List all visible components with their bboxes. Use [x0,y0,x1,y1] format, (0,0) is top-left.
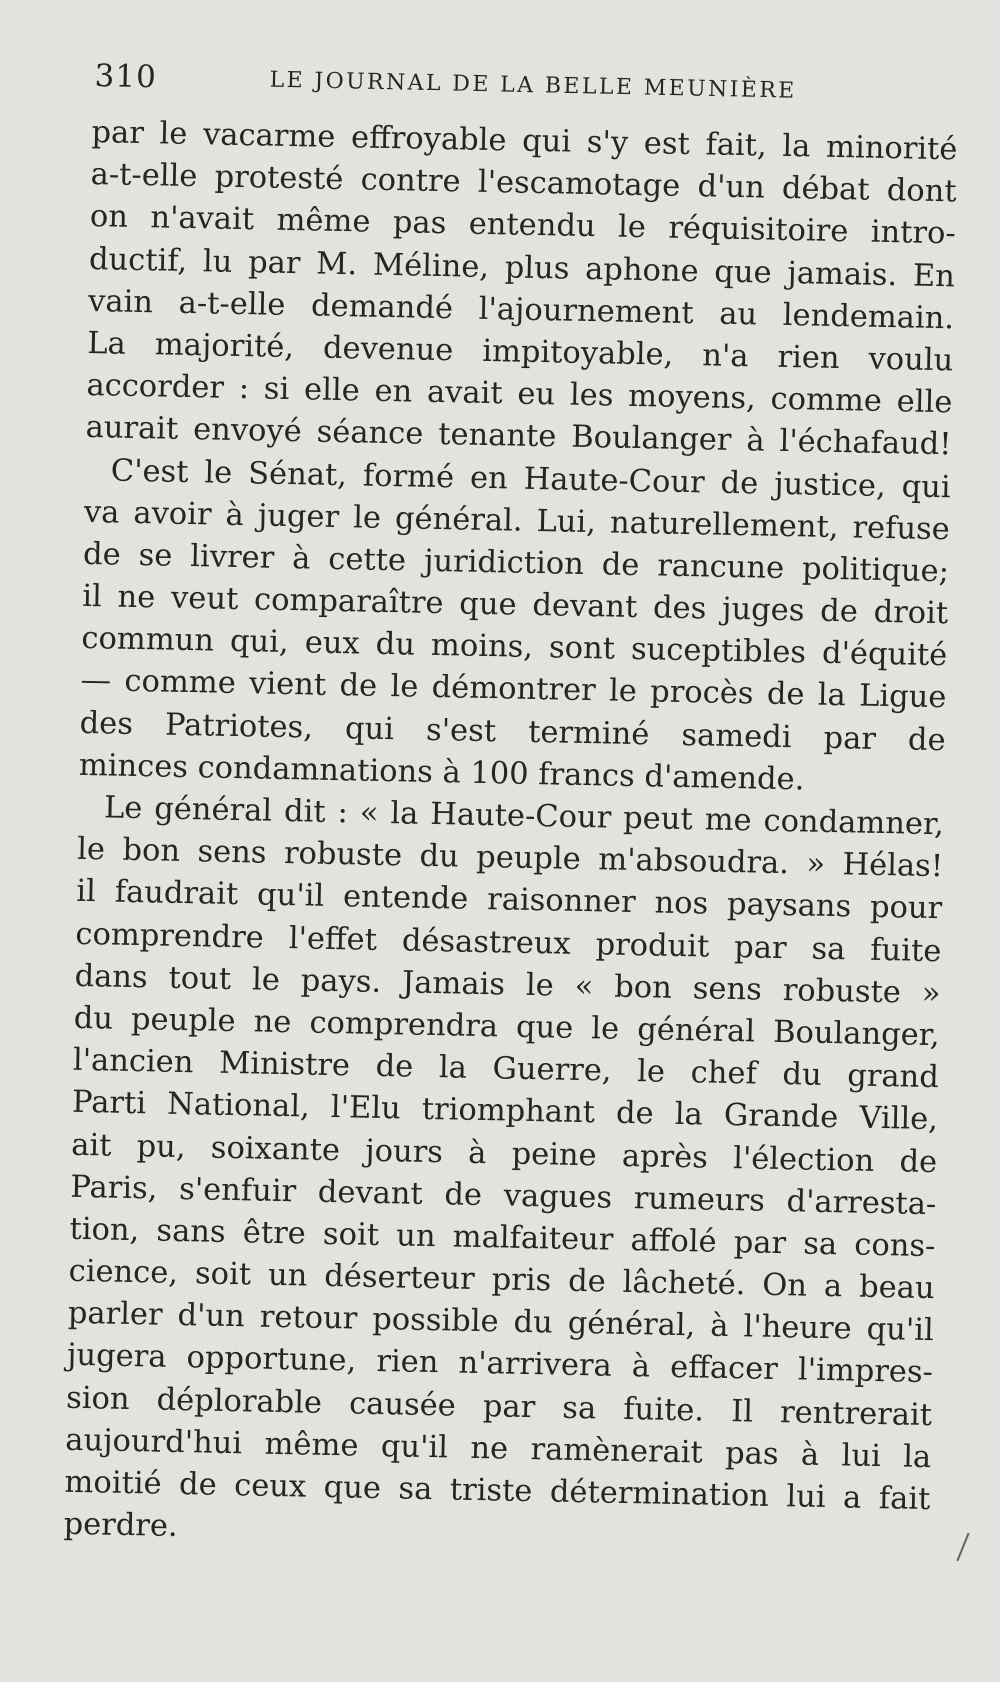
text-line: a-t-elle protesté contre l'escamotage d'un débat dont [90,157,957,210]
running-title: LE JOURNAL DE LA BELLE MEUNIÈRE [269,67,797,104]
margin-pencil-mark [956,1533,969,1562]
text-line: de se livrer à cette juridiction de rancune politique; [82,536,950,590]
text-line: perdre. [63,1506,178,1545]
text-line: Le général dit : « la Haute-Cour peut me condamner, [103,790,945,843]
text-line: par le vacarme effroyable qui s'y est fait, la minorité [91,114,958,168]
text-line: du peuple ne comprendra que le général Boulanger, [73,1000,940,1054]
text-line: jugera opportune, rien n'arrivera à effacer l'impres- [66,1338,934,1391]
text-line: des Patriotes, qui s'est terminé samedi par de [79,705,946,758]
text-line: le bon sens robuste du peuple m'absoudra. » Hélas! [76,832,944,885]
text-line: commun qui, eux du moins, sont suceptibles d'équité [81,621,948,674]
text-line: Parti National, l'Elu triomphant de la Grande Ville, [71,1085,939,1138]
running-head [94,58,810,113]
text-line: il faudrait qu'il entende raisonner nos paysans pour [75,874,943,927]
text-line: ductif, lu par M. Méline, plus aphone que jamais. En [88,241,956,294]
text-line: aurait envoyé séance tenante Boulanger à l'échafaud! [85,410,952,463]
text-line: comprendre l'effet désastreux produit par sa fuite [75,916,942,969]
text-line: minces condamnations à 100 francs d'amende. [78,747,805,798]
text-line: C'est le Sénat, formé en Haute-Cour de justice, qui [110,452,951,505]
text-line: on n'avait même pas entendu le réquisitoire intro- [89,199,957,252]
text-line: va avoir à juger le général. Lui, naturellement, refuse [83,494,951,547]
text-line: Paris, s'enfuir devant de vagues rumeurs d'arresta- [70,1169,937,1222]
body-text [63,112,958,1563]
text-line: sion déplorable causée par sa fuite. Il rentrerait [65,1380,933,1433]
text-line: moitié de ceux que sa triste détermination lui a fait [64,1464,931,1518]
text-line: — comme vient de le démontrer le procès de la Ligue [80,663,947,716]
text-line: il ne veut comparaître que devant des juges de droit [81,578,949,632]
text-line: l'ancien Ministre de la Guerre, le chef du grand [72,1042,940,1096]
text-line: cience, soit un déserteur pris de lâcheté. On a beau [68,1253,935,1307]
text-line: ait pu, soixante jours à peine après l'élection de [70,1127,938,1180]
text-line: aujourd'hui même qu'il ne ramènerait pas à lui la [64,1422,932,1475]
text-line: tion, sans être soit un malfaiteur affolé par sa cons- [69,1211,936,1265]
text-line: dans tout le pays. Jamais le « bon sens robuste » [74,958,941,1011]
page-number: 310 [94,58,158,96]
text-line: La majorité, devenue impitoyable, n'a rien voulu [87,325,954,379]
text-line: parler d'un retour possible du général, à l'heure qu'il [67,1296,935,1349]
text-line: vain a-t-elle demandé l'ajournement au lendemain. [87,283,955,337]
text-line: accorder : si elle en avait eu les moyens, comme elle [86,368,953,421]
